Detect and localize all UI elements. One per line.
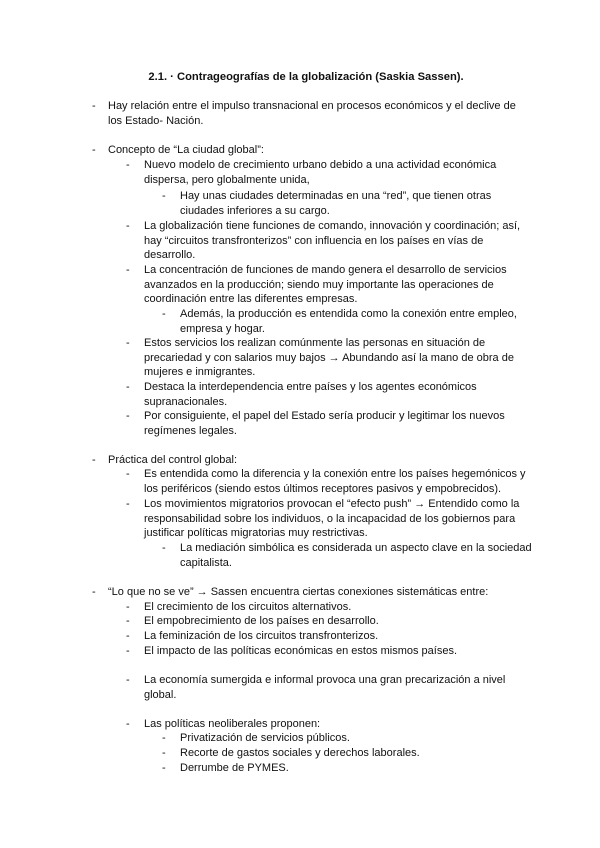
bullet-text: Destaca la interdependencia entre países y los agentes económicos supranacionales. (144, 381, 477, 408)
sub-sub-bullet-item (162, 731, 532, 746)
bullet-text: Privatización de servicios públicos. (180, 732, 350, 744)
bullet-dash: - (126, 674, 130, 686)
bullet-dash: - (162, 747, 166, 759)
bullet-item-control-global (92, 453, 532, 468)
sub-bullet-item (126, 629, 532, 644)
sub-sub-bullet-item (162, 307, 532, 336)
bullet-text: La concentración de funciones de mando genera el desarrollo de servicios avanzados en la producción; siendo muy importante las operaciones de coordinación entre las diferentes empresas. (144, 264, 507, 306)
bullet-text: La feminización de los circuitos transfronterizos. (144, 630, 379, 642)
sub-bullet-item (126, 219, 532, 263)
bullet-text: Hay relación entre el impulso transnacional en procesos económicos y el declive de los Estado- Nación. (108, 100, 516, 127)
bullet-dash: - (126, 498, 130, 510)
bullet-dash: - (92, 144, 96, 156)
sub-bullet-item (126, 263, 532, 307)
bullet-dash: - (92, 586, 96, 598)
bullet-dash: - (162, 190, 166, 202)
sub-sub-bullet-item (162, 746, 532, 761)
bullet-dash: - (162, 732, 166, 744)
bullet-text: La mediación simbólica es considerada un aspecto clave en la sociedad capitalista. (180, 542, 532, 569)
sub-bullet-item (126, 380, 532, 409)
bullet-item-lo-que-no-se-ve (92, 585, 532, 600)
bullet-text: El impacto de las políticas económicas en estos mismos países. (144, 645, 458, 657)
sub-bullet-item (126, 717, 532, 732)
bullet-dash: - (162, 762, 166, 774)
bullet-text: Las políticas neoliberales proponen: (144, 718, 321, 730)
bullet-text: La globalización tiene funciones de comando, innovación y coordinación; así, hay “circuitos transfronterizos” con influencia en los países en vías de desarrollo. (144, 220, 521, 262)
bullet-dash: - (126, 264, 130, 276)
bullet-text: “Lo que no se ve” → Sassen encuentra ciertas conexiones sistemáticas entre: (108, 586, 489, 598)
bullet-dash: - (92, 100, 96, 112)
bullet-dash: - (126, 718, 130, 730)
sub-bullet-item (126, 409, 532, 438)
bullet-text: Práctica del control global: (108, 454, 238, 466)
sub-sub-bullet-item (162, 189, 532, 218)
bullet-text: Estos servicios los realizan comúnmente las personas en situación de precariedad y con salarios muy bajos → Abundando así la mano de obra de mujeres e inmigrantes. (144, 337, 514, 379)
bullet-text: Es entendida como la diferencia y la conexión entre los países hegemónicos y los periféricos (siendo estos últimos receptores pasivos y empobrecidos). (144, 468, 526, 495)
bullet-text: Los movimientos migratorios provocan el “efecto push” → Entendido como la responsabilidad sobre los individuos, o la incapacidad de los gobiernos para justificar políticas migratorias muy restrictivas. (144, 498, 520, 540)
bullet-text: Por consiguiente, el papel del Estado sería producir y legitimar los nuevos regímenes legales. (144, 410, 505, 437)
bullet-text: Nuevo modelo de crecimiento urbano debido a una actividad económica dispersa, pero globalmente unida, (144, 159, 497, 186)
bullet-text: Derrumbe de PYMES. (180, 762, 289, 774)
bullet-dash: - (162, 542, 166, 554)
sub-bullet-item (126, 158, 532, 187)
sub-sub-bullet-item (162, 541, 532, 570)
sub-bullet-item (126, 336, 532, 380)
bullet-text: Hay unas ciudades determinadas en una “red”, que tienen otras ciudades inferiores a su cargo. (180, 190, 492, 217)
bullet-dash: - (92, 454, 96, 466)
bullet-text: Además, la producción es entendida como la conexión entre empleo, empresa y hogar. (180, 308, 517, 335)
bullet-dash: - (126, 337, 130, 349)
sub-bullet-item (126, 644, 532, 659)
bullet-dash: - (162, 308, 166, 320)
bullet-dash: - (126, 159, 130, 171)
bullet-dash: - (126, 645, 130, 657)
bullet-dash: - (126, 630, 130, 642)
bullet-text: El empobrecimiento de los países en desarrollo. (144, 615, 379, 627)
sub-bullet-item (126, 497, 532, 541)
bullet-dash: - (126, 615, 130, 627)
bullet-text: Concepto de “La ciudad global”: (108, 144, 264, 156)
bullet-item-transnacional (92, 99, 532, 128)
bullet-dash: - (126, 381, 130, 393)
sub-bullet-item (126, 467, 532, 496)
bullet-dash: - (126, 410, 130, 422)
sub-bullet-item (126, 614, 532, 629)
bullet-dash: - (126, 468, 130, 480)
bullet-dash: - (126, 220, 130, 232)
bullet-text: El crecimiento de los circuitos alternativos. (144, 601, 352, 613)
bullet-text: Recorte de gastos sociales y derechos laborales. (180, 747, 420, 759)
bullet-item-ciudad-global (92, 143, 532, 158)
sub-sub-bullet-item (162, 761, 532, 776)
page-title: 2.1. · Contrageografías de la globalización (Saskia Sassen). (148, 71, 464, 83)
bullet-text: La economía sumergida e informal provoca una gran precarización a nivel global. (144, 674, 506, 701)
sub-bullet-item (126, 673, 532, 702)
sub-bullet-item (126, 600, 532, 615)
bullet-dash: - (126, 601, 130, 613)
